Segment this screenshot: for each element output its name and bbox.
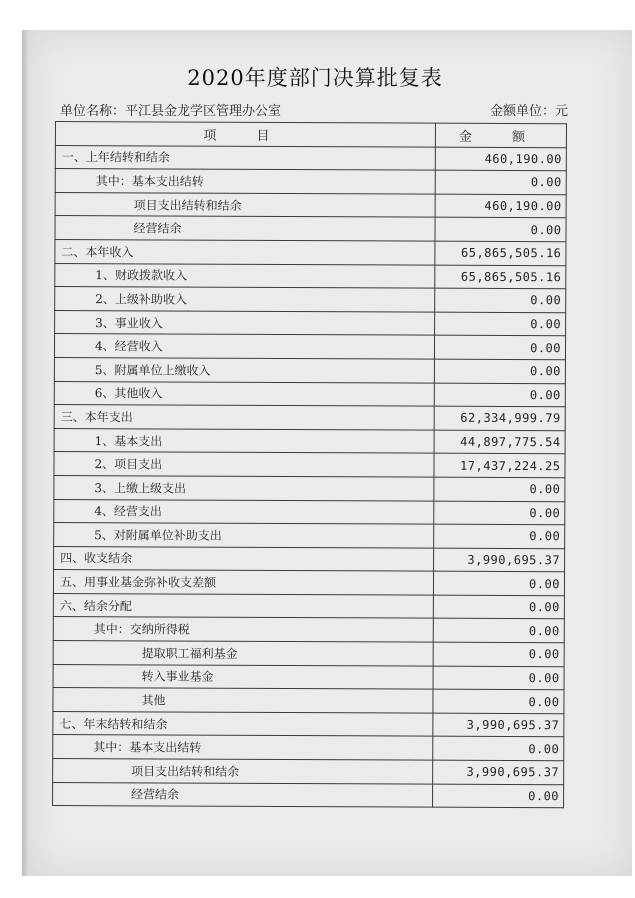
row-amount: 3,990,695.37	[433, 760, 564, 784]
row-label: 4、经营收入	[54, 334, 434, 359]
row-amount: 0.00	[434, 501, 565, 525]
row-label: 其中：基本支出结转	[53, 735, 433, 760]
table-row	[54, 405, 565, 431]
row-label: 经营结余	[55, 216, 435, 241]
row-amount: 65,865,505.16	[435, 241, 566, 265]
row-amount: 17,437,224.25	[434, 453, 565, 477]
row-label: 一、上年结转和结余	[55, 145, 435, 170]
table-row	[55, 239, 566, 265]
table-row	[54, 452, 565, 478]
table-row	[55, 287, 566, 313]
row-label: 其他	[53, 688, 433, 713]
table-row	[54, 523, 565, 549]
table-row	[54, 428, 565, 454]
row-label: 1、财政拨款收入	[55, 263, 435, 288]
row-amount: 0.00	[433, 595, 564, 619]
row-label: 3、上缴上级支出	[54, 475, 434, 500]
table-row	[54, 475, 565, 501]
table-row	[53, 664, 564, 690]
table-row	[53, 641, 564, 667]
table-row	[53, 759, 564, 785]
row-amount: 460,190.00	[435, 147, 566, 171]
row-label: 5、附属单位上缴收入	[54, 357, 434, 382]
table-row	[53, 617, 564, 643]
row-label: 5、对附属单位补助支出	[54, 523, 434, 548]
row-label: 提取职工福利基金	[53, 641, 433, 666]
row-amount: 0.00	[434, 524, 565, 548]
row-label: 三、本年支出	[54, 405, 434, 430]
row-label: 2、上级补助收入	[55, 287, 435, 312]
row-amount: 0.00	[433, 737, 564, 761]
row-label: 其中：基本支出结转	[55, 169, 435, 194]
row-amount: 0.00	[434, 383, 565, 407]
table-row	[53, 735, 564, 761]
row-amount: 0.00	[435, 170, 566, 194]
row-label: 二、本年收入	[55, 239, 435, 264]
table-row	[55, 310, 566, 336]
row-amount: 0.00	[433, 571, 564, 595]
unit-info-line	[60, 100, 568, 119]
row-label: 五、用事业基金弥补收支差额	[53, 570, 433, 595]
table-row	[53, 711, 564, 737]
row-label: 六、结余分配	[53, 593, 433, 618]
row-label: 1、基本支出	[54, 428, 434, 453]
table-row	[53, 782, 564, 808]
table-row	[54, 546, 565, 572]
row-amount: 0.00	[433, 666, 564, 690]
row-label: 3、事业收入	[55, 310, 435, 335]
row-amount: 460,190.00	[435, 194, 566, 218]
table-row	[55, 192, 566, 218]
row-amount: 0.00	[433, 689, 564, 713]
amount-unit: 金额单位：元	[489, 104, 568, 119]
header-item: 项 目	[55, 122, 435, 147]
row-label: 七、年末结转和结余	[53, 711, 433, 736]
table-row	[55, 216, 566, 242]
row-label: 项目支出结转和结余	[53, 759, 433, 784]
row-amount: 0.00	[433, 642, 564, 666]
row-label: 项目支出结转和结余	[55, 192, 435, 217]
final-accounts-table	[52, 121, 567, 808]
row-label: 经营结余	[53, 782, 433, 807]
row-label: 其中：交纳所得税	[53, 617, 433, 642]
table-header-row	[55, 122, 566, 148]
table-row	[54, 357, 565, 383]
document-title: 2020年度部门决算批复表	[187, 66, 443, 90]
row-amount: 44,897,775.54	[434, 430, 565, 454]
header-amount: 金 额	[435, 123, 566, 147]
table-body	[53, 145, 567, 808]
table-row	[54, 499, 565, 525]
table-row	[53, 688, 564, 714]
table-row	[54, 334, 565, 360]
row-amount: 0.00	[434, 336, 565, 360]
row-amount: 0.00	[433, 619, 564, 643]
row-amount: 3,990,695.37	[434, 548, 565, 572]
row-amount: 3,990,695.37	[433, 713, 564, 737]
row-amount: 0.00	[435, 312, 566, 336]
row-amount: 0.00	[435, 288, 566, 312]
table-row	[53, 593, 564, 619]
row-label: 四、收支结余	[54, 546, 434, 571]
row-amount: 0.00	[434, 359, 565, 383]
row-label: 6、其他收入	[54, 381, 434, 406]
row-amount: 0.00	[435, 218, 566, 242]
row-label: 4、经营支出	[54, 499, 434, 524]
row-amount: 0.00	[433, 784, 564, 808]
row-amount: 65,865,505.16	[435, 265, 566, 289]
table-row	[53, 570, 564, 596]
unit-name: 单位名称：平江县金龙学区管理办公室	[60, 104, 282, 119]
row-label: 转入事业基金	[53, 664, 433, 689]
table-row	[55, 145, 566, 171]
table-row	[54, 381, 565, 407]
table-row	[55, 169, 566, 195]
table-row	[55, 263, 566, 289]
row-label: 2、项目支出	[54, 452, 434, 477]
row-amount: 0.00	[434, 477, 565, 501]
row-amount: 62,334,999.79	[434, 406, 565, 430]
